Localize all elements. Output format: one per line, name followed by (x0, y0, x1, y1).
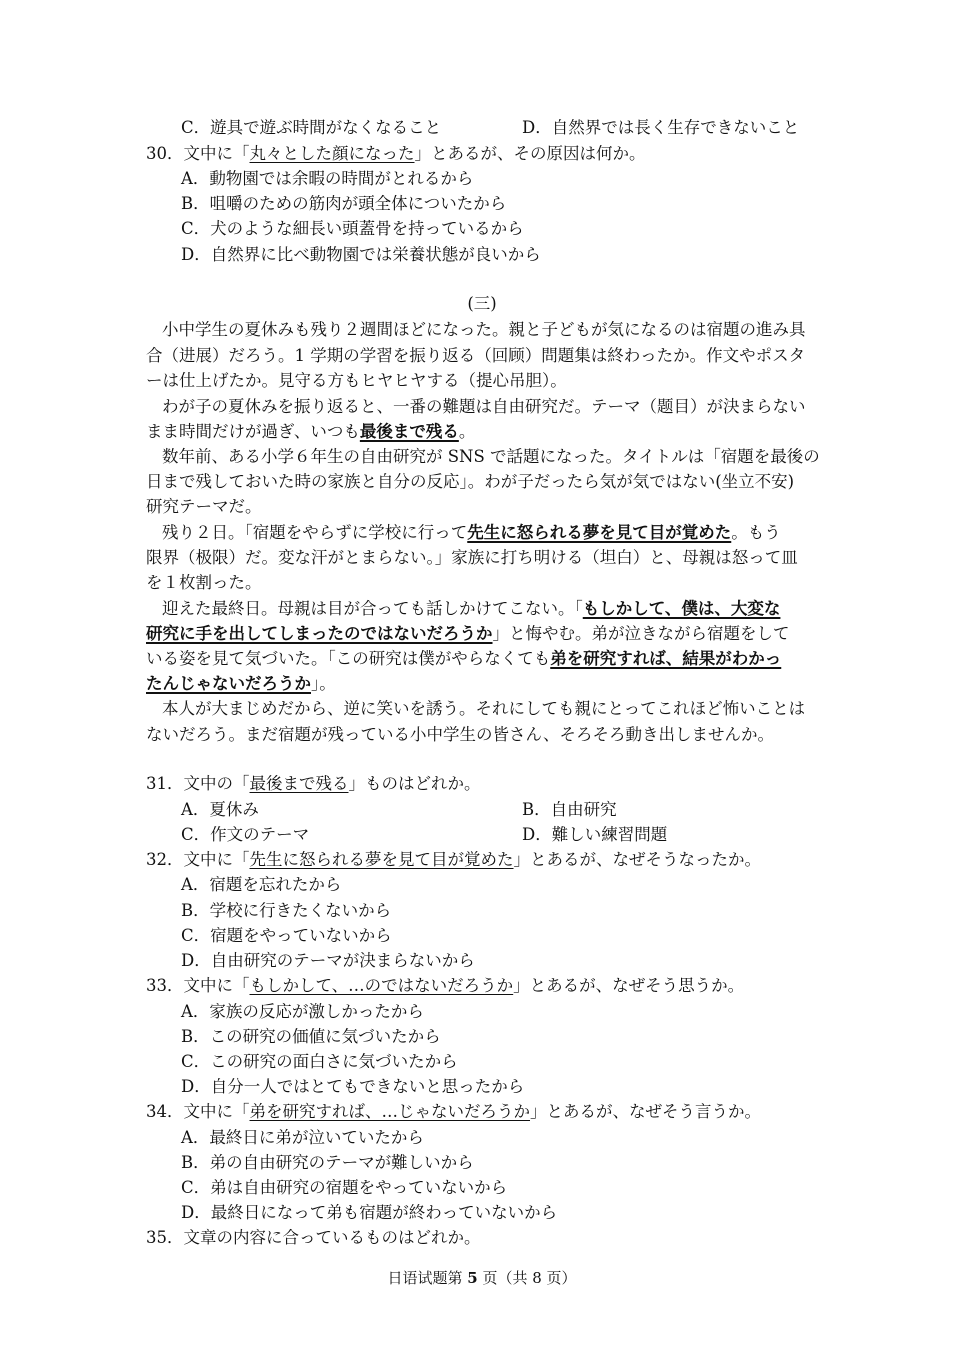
q30-option-a: A．動物園では余暇の時間がとれるから (181, 169, 474, 188)
passage-line: いる姿を見て気づいた。「この研究は僕がやらなくても弟を研究すれば、結果がわかっ (146, 649, 782, 668)
passage-line: ないだろう。まだ宿題が残っている小中学生の皆さん、そろそろ動き出しませんか。 (146, 725, 774, 744)
q33-underlined-phrase: もしかして、…のではないだろうか (249, 976, 514, 995)
q32-option-b: B．学校に行きたくないから (181, 901, 392, 920)
q30-option-d: D．自然界に比べ動物園では栄養状態が良いから (181, 245, 541, 264)
page-number: 5 (467, 1269, 478, 1287)
passage-line: 小中学生の夏休みも残り２週間ほどになった。親と子どもが気になるのは宿題の進み具 (162, 320, 806, 339)
q32-underlined-phrase: 先生に怒られる夢を見て目が覚めた (249, 850, 514, 869)
q33-stem: 33．文中に「もしかして、…のではないだろうか」とあるが、なぜそう思うか。 (146, 976, 745, 995)
q30-underlined-phrase: 丸々とした顔になった (249, 144, 415, 163)
q32-option-a: A．宿題を忘れたから (181, 875, 342, 894)
q32-option-c: C．宿題をやっていないから (181, 926, 392, 945)
passage-line: 限界（极限）だ。変な汗がとまらない。」家族に打ち明ける（坦白）と、母親は怒って皿 (146, 548, 798, 567)
passage-line: 日まで残しておいた時の家族と自分の反応」。わが子だったら気が気ではない(坐立不安) (146, 472, 795, 491)
emphasis-phrase: 最後まで残る (359, 422, 459, 441)
passage-line: 迎えた最終日。母親は目が合っても話しかけてこない。「もしかして、僕は、大変な (162, 599, 781, 618)
passage-line: まま時間だけが過ぎ、いつも最後まで残る。 (146, 422, 476, 441)
passage-line: 合（进展）だろう。1 学期の学習を振り返る（回顾）問題集は終わったか。作文やポスタ (146, 346, 806, 365)
q29-option-c: C．遊具で遊ぶ時間がなくなること (181, 118, 442, 137)
emphasis-phrase: たんじゃないだろうか (146, 674, 311, 693)
passage-line: 残り２日。「宿題をやらずに学校に行って先生に怒られる夢を見て目が覚めた。もう (162, 523, 781, 542)
passage-line: 数年前、ある小学６年生の自由研究が SNS で話題になった。タイトルは「宿題を最後の (162, 447, 820, 466)
emphasis-phrase: 弟を研究すれば、結果がわかっ (550, 649, 782, 668)
passage-line: 研究に手を出してしまったのではないだろうか」と悔やむ。弟が泣きながら宿題をして (146, 624, 790, 643)
q31-stem: 31．文中の「最後まで残る」ものはどれか。 (146, 774, 481, 793)
q31-option-b: B．自由研究 (522, 800, 617, 819)
q32-stem: 32．文中に「先生に怒られる夢を見て目が覚めた」とあるが、なぜそうなったか。 (146, 850, 761, 869)
q33-option-c: C．この研究の面白さに気づいたから (181, 1052, 458, 1071)
q34-option-b: B．弟の自由研究のテーマが難しいから (181, 1153, 474, 1172)
q29-option-d: D．自然界では長く生存できないこと (522, 118, 800, 137)
q31-option-c: C．作文のテーマ (181, 825, 310, 844)
q33-option-b: B．この研究の価値に気づいたから (181, 1027, 441, 1046)
q31-underlined-phrase: 最後まで残る (249, 774, 349, 793)
q34-underlined-phrase: 弟を研究すれば、…じゃないだろうか (249, 1102, 530, 1121)
page-footer: 日语试题第 5 页（共 8 页） (387, 1269, 577, 1287)
passage-line: を１枚割った。 (146, 573, 262, 592)
passage-line: わが子の夏休みを振り返ると、一番の難題は自由研究だ。テーマ（题目）が決まらない (162, 397, 806, 416)
q35-stem: 35．文章の内容に合っているものはどれか。 (146, 1228, 481, 1247)
q34-option-a: A．最終日に弟が泣いていたから (181, 1128, 424, 1147)
passage-line: ーは仕上げたか。見守る方もヒヤヒヤする（提心吊胆）。 (146, 371, 567, 390)
passage-line: 本人が大まじめだから、逆に笑いを誘う。それにしても親にとってこれほど怖いことは (162, 699, 806, 718)
q30-option-c: C．犬のような細長い頭蓋骨を持っているから (181, 219, 524, 238)
q30-option-b: B．咀嚼のための筋肉が頭全体についたから (181, 194, 507, 213)
emphasis-phrase: 先生に怒られる夢を見て目が覚めた (467, 523, 732, 542)
passage-line: 研究テーマだ。 (146, 497, 262, 516)
section-title: (三) (467, 294, 497, 313)
passage-line: たんじゃないだろうか」。 (146, 674, 336, 693)
emphasis-phrase: 研究に手を出してしまったのではないだろうか (146, 624, 493, 643)
q31-option-d: D．難しい練習問題 (522, 825, 668, 844)
q31-option-a: A．夏休み (181, 800, 259, 819)
q30-stem: 30．文中に「丸々とした顔になった」とあるが、その原因は何か。 (146, 144, 646, 163)
q34-option-c: C．弟は自由研究の宿題をやっていないから (181, 1178, 508, 1197)
q33-option-a: A．家族の反応が激しかったから (181, 1002, 424, 1021)
q32-option-d: D．自由研究のテーマが決まらないから (181, 951, 475, 970)
q34-stem: 34．文中に「弟を研究すれば、…じゃないだろうか」とあるが、なぜそう言うか。 (146, 1102, 761, 1121)
q34-option-d: D．最終日になって弟も宿題が終わっていないから (181, 1203, 558, 1222)
emphasis-phrase: もしかして、僕は、大変な (582, 599, 781, 618)
q33-option-d: D．自分一人ではとてもできないと思ったから (181, 1077, 525, 1096)
